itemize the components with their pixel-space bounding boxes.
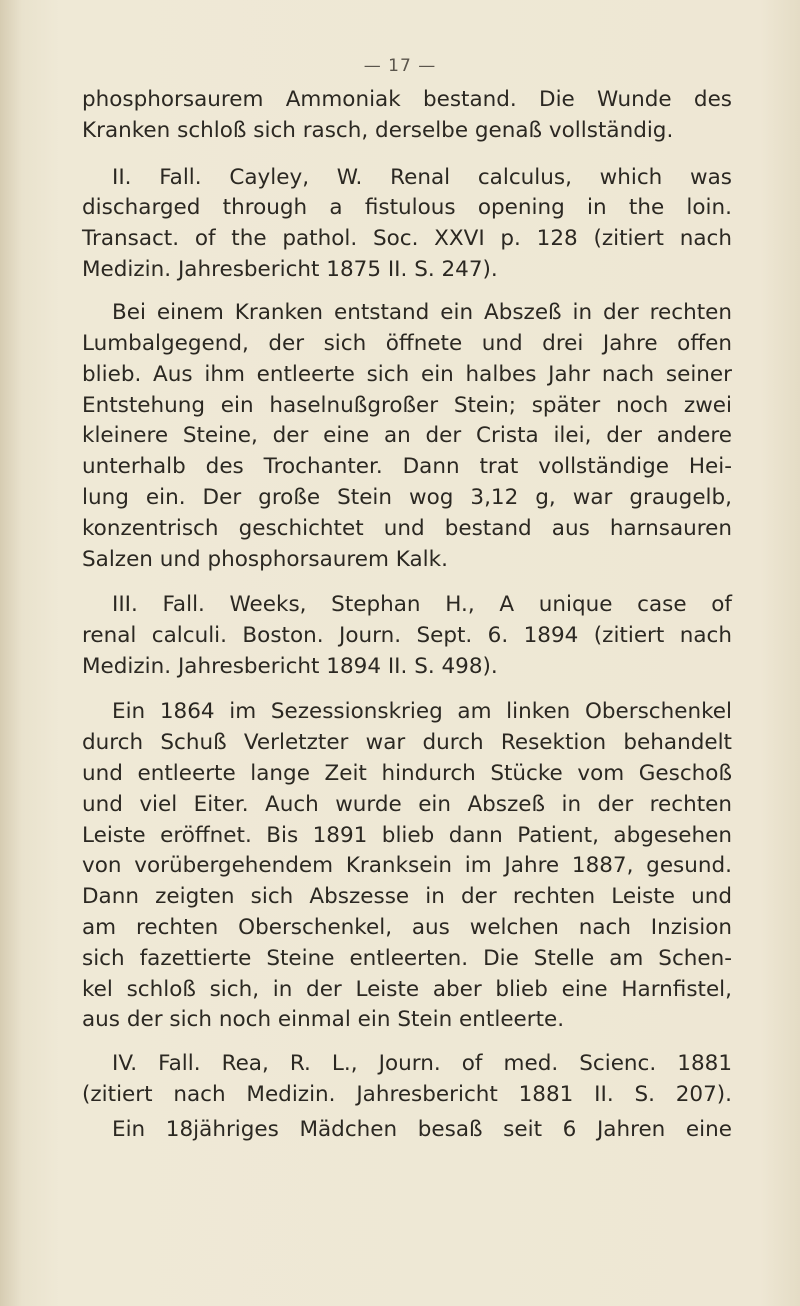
- text-line: Salzen und phosphorsaurem Kalk.: [82, 547, 448, 572]
- text-line: und entleerte lange Zeit hindurch Stücke vom Geschoß: [82, 761, 732, 786]
- text-line: Ein 1864 im Sezessionskrieg am linken Oberschenkel: [112, 699, 732, 724]
- text-line: Transact. of the pathol. Soc. XXVI p. 128 (zitiert nach: [82, 226, 732, 251]
- text-line: unterhalb des Trochanter. Dann trat vollständige Hei-: [82, 454, 732, 479]
- text-line: IV. Fall. Rea, R. L., Journ. of med. Scienc. 1881: [112, 1051, 732, 1076]
- text-line: und viel Eiter. Auch wurde ein Abszeß in der rechten: [82, 792, 732, 817]
- text-line: III. Fall. Weeks, Stephan H., A unique case of: [112, 592, 732, 617]
- text-line: discharged through a fistulous opening in the loin.: [82, 195, 732, 220]
- text-line: Medizin. Jahresbericht 1875 II. S. 247).: [82, 257, 498, 282]
- text-line: kleinere Steine, der eine an der Crista ilei, der andere: [82, 423, 732, 448]
- text-line: am rechten Oberschenkel, aus welchen nach Inzision: [82, 915, 732, 940]
- page-number: — 17 —: [363, 56, 437, 76]
- text-line: durch Schuß Verletzter war durch Resektion behandelt: [82, 730, 732, 755]
- text-line: lung ein. Der große Stein wog 3,12 g, war graugelb,: [82, 485, 732, 510]
- text-line: blieb. Aus ihm entleerte sich ein halbes Jahr nach seiner: [82, 362, 732, 387]
- text-line: Leiste eröffnet. Bis 1891 blieb dann Patient, abgesehen: [82, 823, 732, 848]
- text-line: konzentrisch geschichtet und bestand aus harnsauren: [82, 516, 732, 541]
- text-line: (zitiert nach Medizin. Jahresbericht 1881 II. S. 207).: [82, 1082, 732, 1107]
- text-line: renal calculi. Boston. Journ. Sept. 6. 1894 (zitiert nach: [82, 623, 732, 648]
- text-line: aus der sich noch einmal ein Stein entleerte.: [82, 1007, 565, 1032]
- text-line: sich fazettierte Steine entleerten. Die Stelle am Schen-: [82, 946, 732, 971]
- text-line: Medizin. Jahresbericht 1894 II. S. 498).: [82, 654, 498, 679]
- text-line: Lumbalgegend, der sich öffnete und drei Jahre offen: [82, 331, 732, 356]
- text-line: phosphorsaurem Ammoniak bestand. Die Wunde des: [82, 87, 732, 112]
- text-line: Entstehung ein haselnußgroßer Stein; später noch zwei: [82, 393, 732, 418]
- text-line: Kranken schloß sich rasch, derselbe genaß vollständig.: [82, 118, 674, 143]
- text-line: Bei einem Kranken entstand ein Abszeß in der rechten: [112, 300, 732, 325]
- text-line: Dann zeigten sich Abszesse in der rechten Leiste und: [82, 884, 732, 909]
- text-line: kel schloß sich, in der Leiste aber blieb eine Harnfistel,: [82, 977, 732, 1002]
- text-line: Ein 18jähriges Mädchen besaß seit 6 Jahren eine: [112, 1117, 732, 1142]
- text-line: II. Fall. Cayley, W. Renal calculus, which was: [112, 165, 732, 190]
- text-line: von vorübergehendem Kranksein im Jahre 1887, gesund.: [82, 853, 732, 878]
